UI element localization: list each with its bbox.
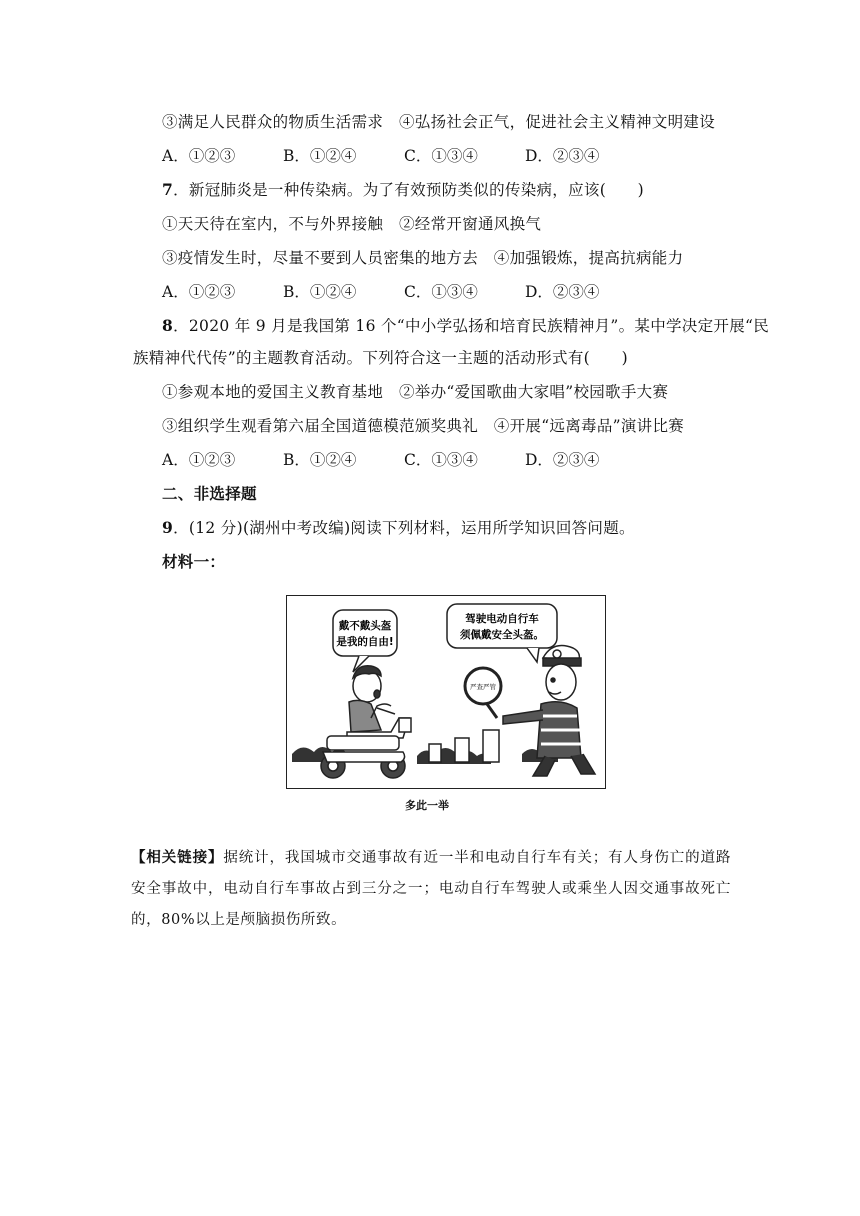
q7-option-d[interactable]: D．②③④ <box>525 283 600 301</box>
bubble-right-line1: 驾驶电动自行车 <box>465 613 539 625</box>
q7-items-2: ③疫情发生时，尽量不要到人员密集的地方去 ④加强锻炼，提高抗病能力 <box>162 249 684 267</box>
q8-option-a[interactable]: A．①②③ <box>162 451 236 469</box>
q7-option-c[interactable]: C．①③④ <box>404 283 478 301</box>
section-title: 二、非选择题 <box>162 485 257 503</box>
q9-stem-text: ．(12 分)(湖州中考改编)阅读下列材料，运用所学知识回答问题。 <box>173 519 635 537</box>
q6-options <box>162 146 646 166</box>
q7-option-b[interactable]: B．①②④ <box>283 283 357 301</box>
bubble-right-line2: 须佩戴安全头盔。 <box>460 629 544 641</box>
q6-option-b[interactable]: B．①②④ <box>283 147 357 165</box>
rider-figure <box>321 666 411 778</box>
q6-items: ③满足人民群众的物质生活需求 ④弘扬社会正气，促进社会主义精神文明建设 <box>162 113 716 131</box>
q6-option-a[interactable]: A．①②③ <box>162 147 236 165</box>
left-speech-bubble <box>333 610 397 672</box>
q8-option-c[interactable]: C．①③④ <box>404 451 478 469</box>
q8-option-b[interactable]: B．①②④ <box>283 451 357 469</box>
q7-option-a[interactable]: A．①②③ <box>162 283 236 301</box>
q8-stem-1 <box>162 316 769 336</box>
q6-option-c[interactable]: C．①③④ <box>404 147 478 165</box>
q7-stem-text: ．新冠肺炎是一种传染病。为了有效预防类似的传染病，应该( ) <box>173 181 644 199</box>
related-link-text: 据统计，我国城市交通事故有近一半和电动自行车有关；有人身伤亡的道路安全事故中，电动自行车事故占到三分之一；电动自行车驾驶人或乘坐人因交通事故死亡的，80%以上是颅脑损伤所致。 <box>131 850 731 928</box>
q8-items-1: ①参观本地的爱国主义教育基地 ②举办“爱国歌曲大家唱”校园歌手大赛 <box>162 383 669 401</box>
sign-paddle <box>465 668 501 718</box>
q8-stem-2: 族精神代代传”的主题教育活动。下列符合这一主题的活动形式有( ) <box>133 349 628 367</box>
cartoon-illustration <box>287 596 605 788</box>
bubble-left-line2: 是我的自由! <box>336 636 394 648</box>
related-link-paragraph <box>131 843 731 936</box>
q8-stem-text-1: ．2020 年 9 月是我国第 16 个“中小学弘扬和培育民族精神月”。某中学决定开展“民 <box>173 317 770 335</box>
bubble-left-line1: 戴不戴头盔 <box>338 620 392 632</box>
q8-option-d[interactable]: D．②③④ <box>525 451 600 469</box>
q8-items-2: ③组织学生观看第六届全国道德模范颁奖典礼 ④开展“远离毒品”演讲比赛 <box>162 417 685 435</box>
q7-items-1: ①天天待在室内，不与外界接触 ②经常开窗通风换气 <box>162 215 542 233</box>
material-label: 材料一： <box>162 553 226 571</box>
cartoon-figure <box>286 595 606 789</box>
sign-text: 严查严管 <box>470 683 496 691</box>
q9-stem <box>162 518 635 538</box>
q9-number: 9 <box>162 518 174 537</box>
police-officer-figure <box>503 646 595 776</box>
q8-options <box>162 450 646 470</box>
figure-caption: 多此一举 <box>405 799 449 812</box>
right-speech-bubble <box>447 604 557 662</box>
q8-number: 8 <box>162 316 174 335</box>
related-link-tag: 【相关链接】 <box>131 850 224 866</box>
q7-stem <box>162 180 644 200</box>
q7-options <box>162 282 646 302</box>
q6-option-d[interactable]: D．②③④ <box>525 147 600 165</box>
q7-number: 7 <box>162 180 174 199</box>
